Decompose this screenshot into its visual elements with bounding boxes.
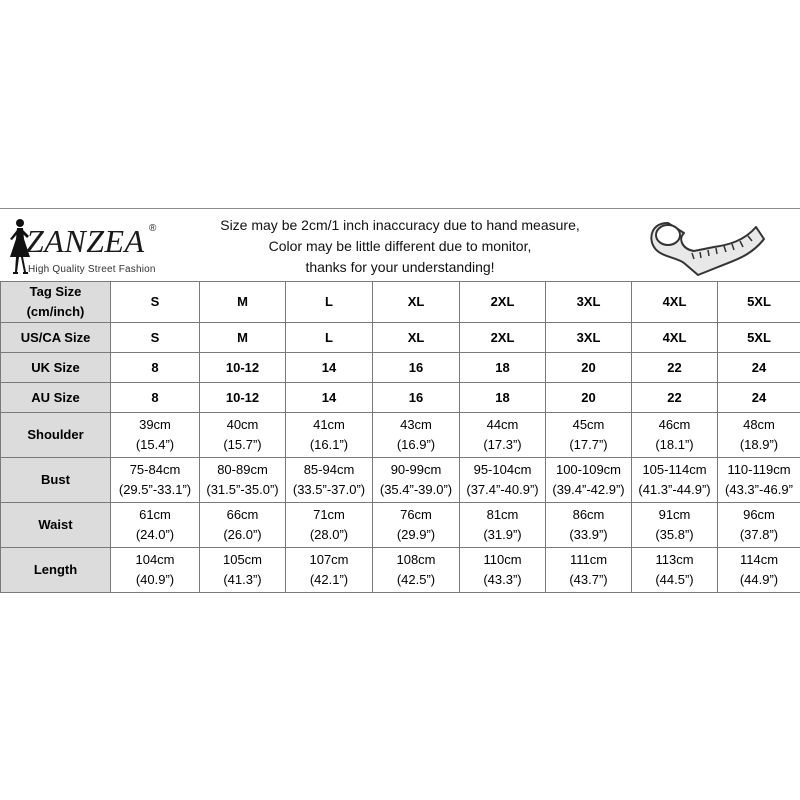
cell-text: 20 [581,389,596,405]
table-cell [460,503,546,548]
cell-text: 3XL [576,294,601,309]
cell-text: 45cm [572,417,605,432]
cell-text: 61cm [139,507,171,522]
cell-text: (15.7”) [223,437,262,452]
table-cell [718,458,800,503]
table-row [1,353,800,383]
row-label-text: Tag Size [29,284,82,299]
cell-text: 85-94cm [303,462,355,477]
cell-text: 2XL [490,329,515,345]
table-cell [200,458,286,503]
cell-text: 22 [667,389,682,405]
cell-text: (16.1”) [309,437,349,452]
table-cell [460,282,546,323]
cell-text: (33.5”-37.0”) [292,482,366,497]
cell-text: 24 [751,389,767,405]
cell-text: 10-12 [225,359,260,375]
cell-text: 4XL [662,329,687,345]
cell-text: (17.3”) [483,437,522,452]
row-label-text: Shoulder [27,427,84,442]
table-cell [286,413,373,458]
table-row [1,323,800,353]
table-cell [286,383,373,413]
cell-text: XL [407,329,425,345]
table-cell [373,353,460,383]
cell-text: (35.8”) [655,527,694,542]
row-label [1,503,111,548]
table-cell [546,548,632,593]
row-label-text: UK Size [31,359,80,375]
table-row [1,503,800,548]
cell-text: 2XL [490,294,515,309]
table-cell [718,413,800,458]
measuring-tape-icon [640,211,770,281]
cell-text: (42.5”) [396,572,436,587]
row-label-text: AU Size [31,389,80,405]
table-cell [546,413,632,458]
cell-text: (31.9”) [483,527,522,542]
registered-mark: ® [149,223,157,234]
cell-text: (29.5”-33.1”) [118,482,192,497]
cell-text: 4XL [662,294,687,309]
table-row [1,413,800,458]
table-cell [718,353,800,383]
table-cell [632,548,718,593]
cell-text: 8 [151,359,159,375]
cell-text: 41cm [313,417,345,432]
table-cell [460,383,546,413]
cell-text: S [150,294,160,309]
row-label [1,353,111,383]
notice-line-2: Color may be little different due to monitor, [268,238,532,254]
cell-text: 111cm [569,552,608,567]
cell-text: (43.7”) [569,572,608,587]
cell-text: (33.9”) [569,527,608,542]
cell-text: 48cm [743,417,775,432]
cell-text: 3XL [576,329,601,345]
cell-text: 40cm [226,417,259,432]
table-cell [200,383,286,413]
table-cell [286,353,373,383]
table-cell [286,282,373,323]
brand-logo [6,217,156,277]
table-cell [200,548,286,593]
chart-header [0,208,800,282]
row-label-text: Waist [38,517,73,532]
row-label [1,323,111,353]
cell-text: 100-109cm [555,462,622,477]
brand-tagline: High Quality Street Fashion [28,264,156,275]
table-cell [373,458,460,503]
table-cell [111,383,200,413]
table-cell [632,323,718,353]
cell-text: 108cm [396,552,436,567]
table-cell [718,282,800,323]
cell-text: 39cm [139,417,171,432]
cell-text: L [325,294,333,309]
cell-text: (16.9”) [396,437,436,452]
cell-text: 76cm [400,507,432,522]
cell-text: (17.7”) [569,437,608,452]
cell-text: (18.1”) [655,437,694,452]
row-label [1,458,111,503]
cell-text: 20 [581,359,596,375]
table-cell [460,458,546,503]
cell-text: 44cm [486,417,519,432]
cell-text: 14 [321,359,337,375]
table-cell [286,503,373,548]
table-cell [111,548,200,593]
cell-text: (29.9”) [396,527,436,542]
cell-text: (37.8”) [739,527,779,542]
cell-text: 5XL [747,294,771,309]
table-cell [546,383,632,413]
cell-text: (43.3”-46.9” [725,482,793,497]
table-cell [460,353,546,383]
cell-text: 105-114cm [642,462,707,477]
table-cell [111,503,200,548]
table-cell [200,282,286,323]
table-cell [373,323,460,353]
table-row [1,548,800,593]
table-cell [460,413,546,458]
table-cell [546,323,632,353]
table-cell [200,323,286,353]
table-cell [718,503,800,548]
cell-text: 110cm [483,552,522,567]
table-cell [632,353,718,383]
size-chart [0,208,800,591]
cell-text: 86cm [572,507,605,522]
cell-text: 16 [408,359,424,375]
cell-text: 80-89cm [217,462,268,477]
notice-line-3: thanks for your understanding! [305,259,495,275]
cell-text: 18 [495,359,510,375]
cell-text: 10-12 [225,389,260,405]
cell-text: 91cm [658,507,691,522]
cell-text: (44.5”) [655,572,694,587]
cell-text: (15.4”) [135,437,175,452]
table-cell [460,548,546,593]
cell-text: 43cm [400,417,432,432]
table-cell [632,458,718,503]
cell-text: (40.9”) [135,572,175,587]
row-label-text: Length [33,562,78,577]
cell-text: (41.3”-44.9”) [638,482,711,497]
cell-text: (31.5”-35.0”) [206,482,279,497]
table-cell [718,383,800,413]
cell-text: 71cm [313,507,345,522]
cell-text: (37.4”-40.9”) [466,482,539,497]
row-label [1,282,111,323]
cell-text: (24.0”) [135,527,175,542]
table-cell [373,383,460,413]
cell-text: L [325,329,333,345]
table-cell [111,282,200,323]
row-label-text: (cm/inch) [26,304,85,319]
table-cell [111,323,200,353]
cell-text: 46cm [658,417,691,432]
cell-text: (18.9”) [739,437,779,452]
table-row [1,383,800,413]
row-label [1,413,111,458]
cell-text: 96cm [743,507,775,522]
table-cell [373,503,460,548]
cell-text: 8 [151,389,159,405]
cell-text: (42.1”) [309,572,349,587]
table-cell [632,282,718,323]
cell-text: S [150,329,160,345]
table-cell [373,548,460,593]
cell-text: (39.4”-42.9”) [552,482,625,497]
row-label [1,548,111,593]
table-cell [111,458,200,503]
cell-text: 110-119cm [727,462,791,477]
cell-text: 95-104cm [473,462,532,477]
table-cell [286,323,373,353]
table-cell [286,458,373,503]
cell-text: 90-99cm [390,462,442,477]
table-cell [718,548,800,593]
table-cell [111,413,200,458]
cell-text: M [237,294,248,309]
cell-text: 107cm [309,552,349,567]
cell-text: 113cm [655,552,694,567]
cell-text: 24 [751,359,767,375]
table-cell [373,282,460,323]
table-row [1,458,800,503]
table-cell [460,323,546,353]
cell-text: 75-84cm [129,462,181,477]
table-row [1,282,800,323]
row-label [1,383,111,413]
cell-text: (35.4”-39.0”) [379,482,453,497]
cell-text: M [237,329,248,345]
cell-text: (28.0”) [309,527,349,542]
cell-text: 81cm [486,507,519,522]
cell-text: 14 [321,389,337,405]
cell-text: (26.0”) [223,527,262,542]
table-cell [546,353,632,383]
cell-text: 18 [495,389,510,405]
cell-text: 16 [408,389,424,405]
table-cell [718,323,800,353]
cell-text: 114cm [739,552,779,567]
cell-text: 104cm [135,552,175,567]
size-table [0,281,800,593]
table-cell [200,353,286,383]
cell-text: 66cm [226,507,259,522]
measurement-notice [180,215,620,278]
table-cell [546,503,632,548]
cell-text: 105cm [222,552,263,567]
cell-text: 5XL [747,329,771,345]
table-cell [632,503,718,548]
notice-line-1: Size may be 2cm/1 inch inaccuracy due to hand measure, [220,217,580,233]
table-cell [200,413,286,458]
cell-text: 22 [667,359,682,375]
table-cell [286,548,373,593]
table-cell [200,503,286,548]
cell-text: (44.9”) [739,572,779,587]
table-cell [373,413,460,458]
cell-text: XL [407,294,425,309]
row-label-text: Bust [41,472,70,487]
table-cell [632,383,718,413]
cell-text: (43.3”) [483,572,522,587]
row-label-text: US/CA Size [20,329,91,345]
cell-text: (41.3”) [223,572,262,587]
table-cell [546,282,632,323]
table-cell [632,413,718,458]
table-cell [546,458,632,503]
brand-name: ZANZEA [26,223,145,259]
table-cell [111,353,200,383]
